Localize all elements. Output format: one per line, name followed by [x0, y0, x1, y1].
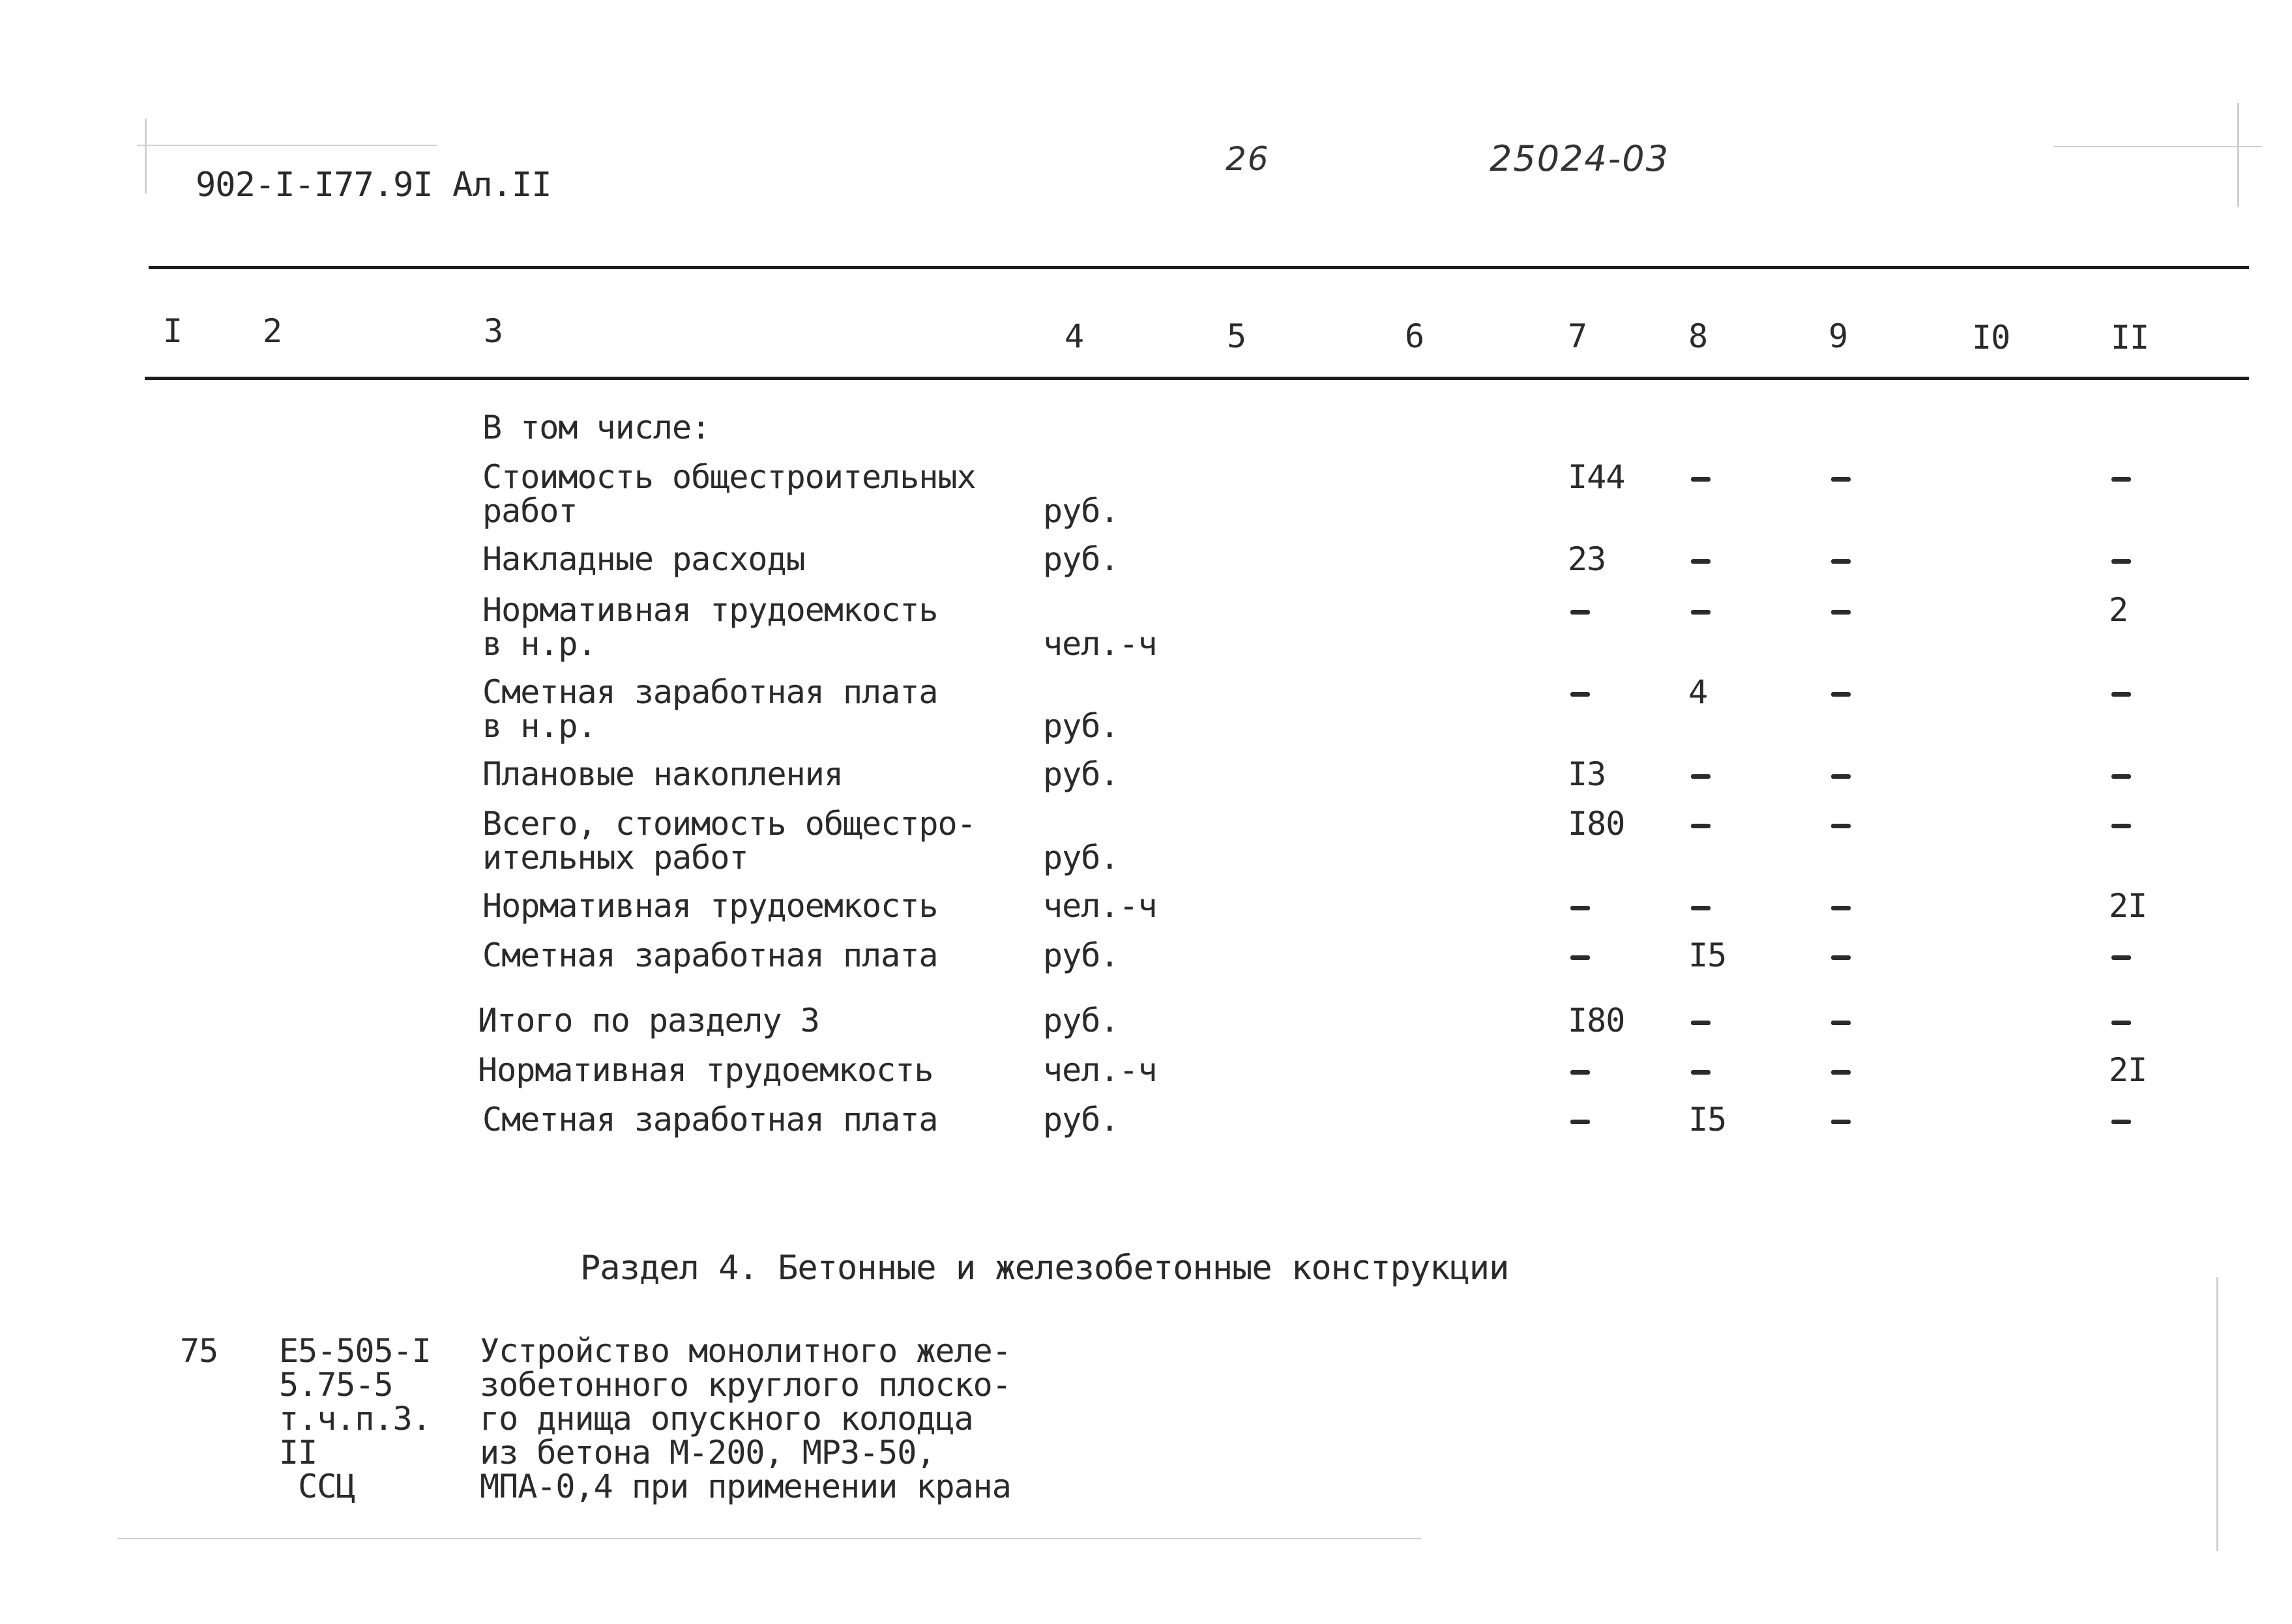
scan-mark-top-left: [145, 119, 147, 194]
row-description: Нормативная трудоемкость: [478, 1051, 933, 1089]
empty-value-dash: [1570, 610, 1590, 615]
column-number-8: 8: [1688, 317, 1708, 355]
row-description: Итого по разделу 3: [478, 1002, 819, 1039]
scan-mark-top-right: [2237, 103, 2239, 207]
empty-value-dash: [1831, 610, 1851, 615]
header-top-rule: [149, 266, 2249, 269]
empty-value-dash: [2111, 1021, 2131, 1025]
column-number-1: I: [163, 312, 183, 350]
column-number-5: 5: [1227, 317, 1246, 355]
column-number-9: 9: [1829, 317, 1848, 355]
empty-value-dash: [1570, 1120, 1590, 1124]
empty-value-dash: [1691, 610, 1711, 615]
empty-value-dash: [1831, 955, 1851, 960]
column-number-4: 4: [1065, 317, 1084, 355]
item-number: 75: [180, 1332, 218, 1370]
row-unit: руб.: [1043, 492, 1119, 530]
inventory-number: 25024-03: [1490, 138, 1669, 179]
column-number-10: I0: [1972, 319, 2010, 356]
empty-value-dash: [2111, 955, 2131, 960]
header-bottom-rule: [145, 377, 2249, 380]
empty-value-dash: [1691, 1070, 1711, 1075]
empty-value-dash: [1570, 955, 1590, 960]
row-unit: руб.: [1043, 839, 1119, 877]
row-description: Нормативная трудоемкость в н.р.: [482, 591, 938, 663]
empty-value-dash: [1691, 906, 1711, 910]
row-value-c11: 2I: [2109, 887, 2147, 925]
empty-value-dash: [1570, 906, 1590, 910]
empty-value-dash: [1831, 559, 1851, 564]
column-number-7: 7: [1568, 317, 1587, 355]
row-description: Сметная заработная плата в н.р.: [482, 673, 938, 745]
row-description: Сметная заработная плата: [482, 936, 938, 974]
empty-value-dash: [1831, 1021, 1851, 1025]
scan-mark-bottom-right: [2216, 1277, 2218, 1551]
row-value-c8: 4: [1688, 673, 1708, 711]
row-unit: руб.: [1043, 707, 1119, 745]
row-value-c7: 23: [1568, 540, 1606, 578]
row-value-c8: I5: [1688, 936, 1727, 974]
empty-value-dash: [1831, 1070, 1851, 1075]
column-number-3: 3: [484, 312, 503, 350]
row-value-c7: I3: [1568, 755, 1606, 793]
empty-value-dash: [1570, 692, 1590, 697]
empty-value-dash: [1831, 824, 1851, 828]
row-unit: руб.: [1043, 755, 1119, 793]
empty-value-dash: [2111, 477, 2131, 482]
row-description: Нормативная трудоемкость: [482, 887, 938, 925]
row-unit: чел.-ч: [1043, 1051, 1157, 1089]
empty-value-dash: [1691, 559, 1711, 564]
row-description: Стоимость общестроительных работ: [482, 458, 976, 530]
row-unit: руб.: [1043, 540, 1119, 578]
item-description: Устройство монолитного желе- зобетонного круглого плоско- го днища опускного колодца из бетона М-200, МРЗ-50, МПА-0,4 при применении крана: [480, 1332, 1011, 1505]
row-value-c11: 2I: [2109, 1051, 2147, 1089]
row-unit: руб.: [1043, 1101, 1119, 1138]
row-description: В том числе:: [482, 409, 711, 446]
empty-value-dash: [1691, 774, 1711, 779]
row-unit: чел.-ч: [1043, 625, 1157, 663]
empty-value-dash: [1831, 774, 1851, 779]
column-number-2: 2: [263, 312, 282, 350]
row-value-c8: I5: [1688, 1101, 1727, 1138]
empty-value-dash: [1570, 1070, 1590, 1075]
empty-value-dash: [2111, 824, 2131, 828]
empty-value-dash: [2111, 692, 2131, 697]
row-unit: руб.: [1043, 1002, 1119, 1039]
empty-value-dash: [1831, 692, 1851, 697]
empty-value-dash: [1831, 906, 1851, 910]
empty-value-dash: [2111, 559, 2131, 564]
row-unit: руб.: [1043, 936, 1119, 974]
scan-mark-right-line: [2053, 146, 2262, 147]
empty-value-dash: [1691, 824, 1711, 828]
empty-value-dash: [1831, 477, 1851, 482]
empty-value-dash: [2111, 774, 2131, 779]
page-number: 26: [1226, 140, 1270, 178]
scan-mark-bottom-line: [117, 1538, 1421, 1539]
row-description: Плановые накопления: [482, 755, 843, 793]
document-code: 902-I-I77.9I Ал.II: [196, 166, 551, 205]
row-unit: чел.-ч: [1043, 887, 1157, 925]
row-value-c7: I44: [1568, 458, 1625, 496]
scan-mark-top-line: [137, 145, 437, 146]
row-description: Всего, стоимость общестро- ительных работ: [482, 805, 976, 877]
empty-value-dash: [1691, 477, 1711, 482]
empty-value-dash: [1831, 1120, 1851, 1124]
row-description: Сметная заработная плата: [482, 1101, 938, 1138]
row-value-c7: I80: [1568, 1002, 1625, 1039]
row-description: Накладные расходы: [482, 540, 805, 578]
column-number-6: 6: [1405, 317, 1424, 355]
column-number-11: II: [2111, 319, 2149, 356]
item-rate-code: Е5-505-I 5.75-5 т.ч.п.3. II ССЦ: [279, 1332, 431, 1505]
section-title: Раздел 4. Бетонные и железобетонные конструкции: [580, 1249, 1509, 1288]
row-value-c11: 2: [2109, 591, 2128, 629]
empty-value-dash: [1691, 1021, 1711, 1025]
empty-value-dash: [2111, 1120, 2131, 1124]
row-value-c7: I80: [1568, 805, 1625, 843]
